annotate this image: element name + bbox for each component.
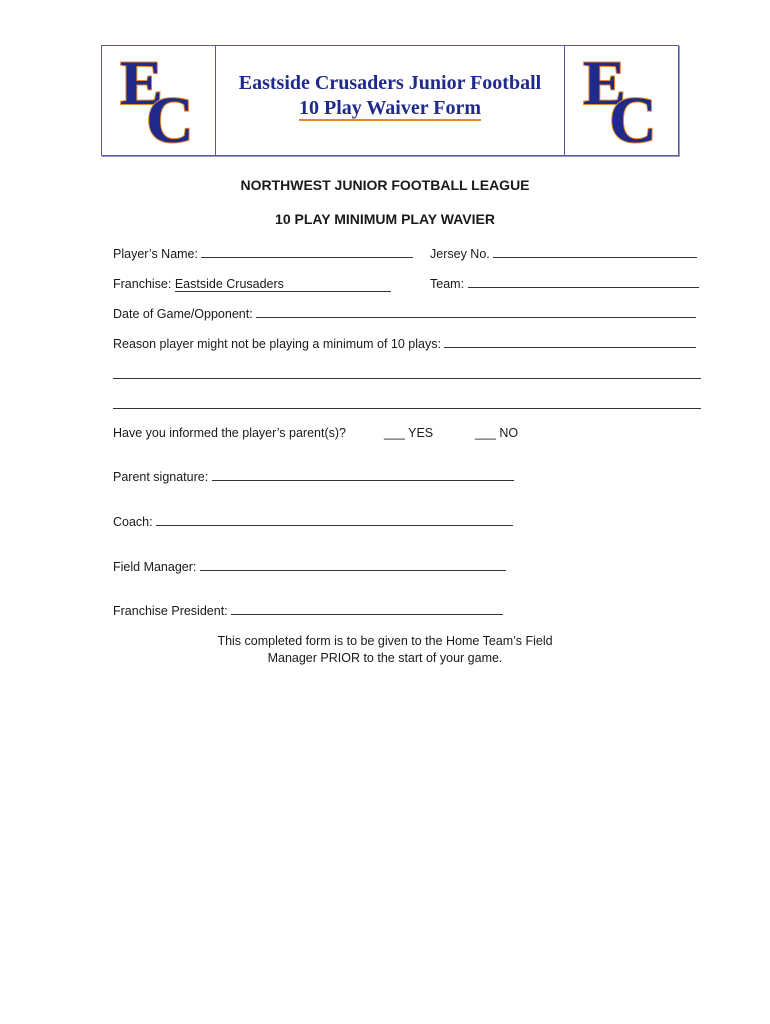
reason-field[interactable]	[444, 337, 696, 348]
coach-label: Coach:	[113, 515, 153, 529]
logo-left	[102, 46, 216, 155]
franchise-president-field[interactable]	[231, 604, 503, 615]
jersey-field[interactable]	[493, 247, 697, 258]
ec-logo-left	[116, 52, 202, 148]
logo-right	[564, 46, 678, 155]
parent-signature-row	[113, 470, 514, 484]
no-option[interactable]: ___ NO	[475, 426, 519, 440]
parent-signature-field[interactable]	[212, 470, 514, 481]
header-title	[215, 46, 565, 155]
reason-field-line-3[interactable]	[113, 398, 701, 409]
date-opponent-row	[113, 307, 696, 321]
team-field[interactable]	[468, 277, 699, 288]
players-name-row	[113, 247, 413, 261]
reason-line-3	[113, 398, 701, 412]
informed-parents-label: Have you informed the player’s parent(s)?	[113, 426, 346, 440]
date-opponent-label: Date of Game/Opponent:	[113, 307, 253, 321]
form-title: 10 PLAY MINIMUM PLAY WAVIER	[275, 211, 495, 227]
field-manager-label: Field Manager:	[113, 560, 197, 574]
players-name-field[interactable]	[201, 247, 413, 258]
footer-note-line-2: Manager PRIOR to the start of your game.	[267, 651, 503, 665]
footer-note-line-1: This completed form is to be given to the Home Team’s Field	[217, 634, 553, 648]
reason-label: Reason player might not be playing a minimum of 10 plays:	[113, 337, 441, 351]
svg-text:C: C	[146, 84, 194, 148]
team-label: Team:	[430, 277, 465, 291]
yes-option[interactable]: ___ YES	[384, 426, 434, 440]
field-manager-row	[113, 560, 506, 574]
reason-field-line-2[interactable]	[113, 368, 701, 379]
franchise-field[interactable]	[175, 277, 391, 292]
field-manager-field[interactable]	[200, 560, 506, 571]
footer-note	[0, 633, 770, 667]
jersey-label: Jersey No.	[430, 247, 490, 261]
reason-line-2	[113, 368, 701, 382]
title-line-1: Eastside Crusaders Junior Football	[238, 72, 542, 94]
franchise-row	[113, 277, 391, 292]
coach-row	[113, 515, 513, 529]
parent-signature-label: Parent signature:	[113, 470, 209, 484]
players-name-label: Player’s Name:	[113, 247, 198, 261]
franchise-value: Eastside Crusaders	[174, 277, 284, 291]
jersey-row	[430, 247, 697, 261]
coach-field[interactable]	[156, 515, 513, 526]
svg-text:C: C	[609, 84, 657, 148]
team-row	[430, 277, 699, 291]
franchise-president-row	[113, 604, 503, 618]
date-opponent-field[interactable]	[256, 307, 696, 318]
reason-row	[113, 337, 696, 351]
title-line-2: 10 Play Waiver Form	[298, 97, 481, 119]
league-title: NORTHWEST JUNIOR FOOTBALL LEAGUE	[240, 177, 530, 193]
ec-logo-right	[579, 52, 665, 148]
svg-text:E: E	[583, 52, 626, 118]
header-box	[101, 45, 679, 156]
franchise-president-label: Franchise President:	[113, 604, 228, 618]
svg-text:E: E	[120, 52, 163, 118]
franchise-label: Franchise:	[113, 277, 172, 291]
